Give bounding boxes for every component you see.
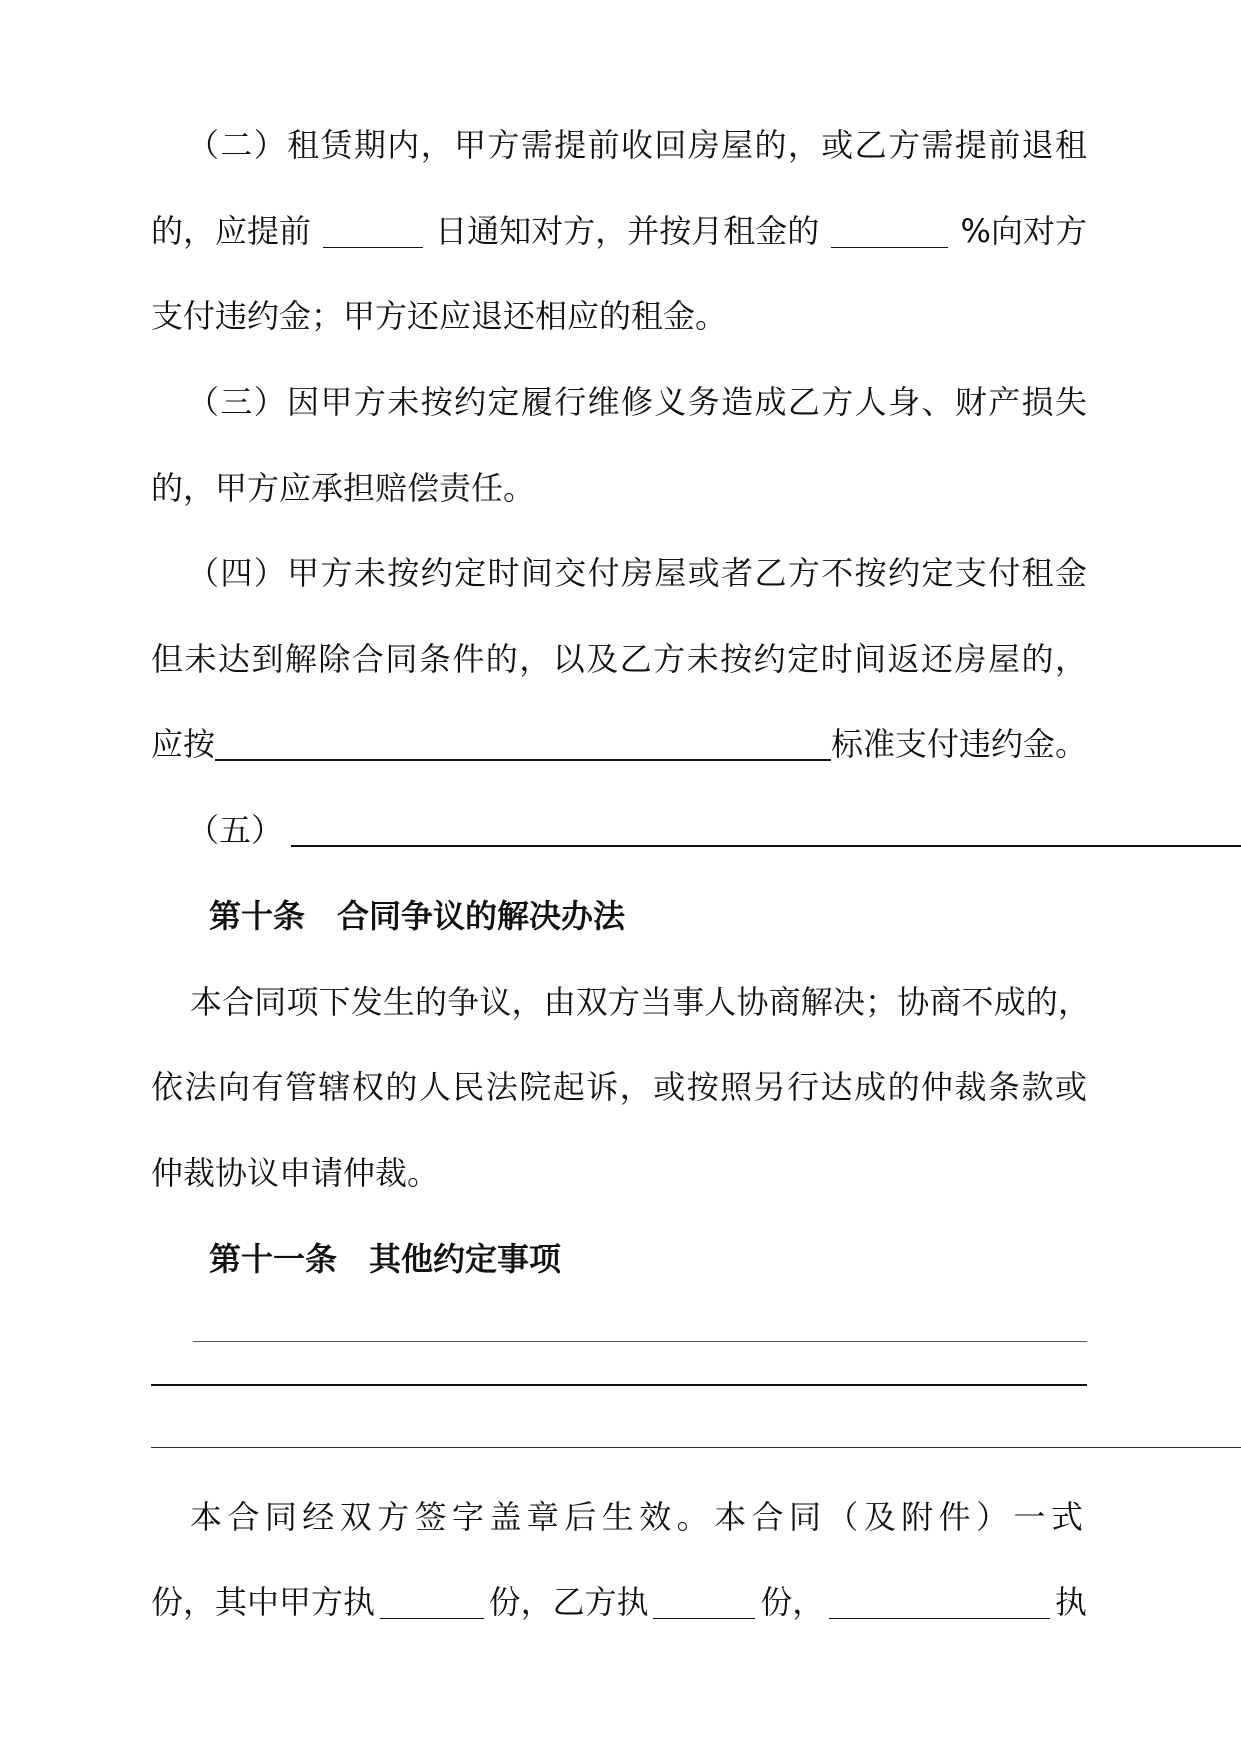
closing-line-2-text-c: 份， [760, 1583, 825, 1621]
clause-4-line-1: （四）甲方未按约定时间交付房屋或者乙方不按约定支付租金 [187, 554, 1087, 592]
clause-4-line-3 [151, 722, 1087, 766]
clause-2-line-2-text-b: 日通知对方，并按月租金的 [435, 212, 820, 250]
article-10-heading: 第十条 合同争议的解决办法 [209, 897, 626, 935]
clause-4-line-2: 但未达到解除合同条件的，以及乙方未按约定时间返还房屋的， [151, 640, 1087, 678]
article-11-heading: 第十一条 其他约定事项 [209, 1240, 562, 1278]
article-10-line-1: 本合同项下发生的争议，由双方当事人协商解决；协商不成的， [190, 983, 1090, 1021]
closing-line-2-text-b: 份，乙方执 [488, 1583, 649, 1621]
other-terms-blank-line-3 [151, 1447, 1241, 1448]
party-a-copies-blank [380, 1580, 484, 1619]
closing-line-2-text-d: 执 [1054, 1583, 1087, 1621]
clause-3-line-2: 的，甲方应承担赔偿责任。 [151, 469, 536, 507]
article-10-line-3: 仲裁协议申请仲裁。 [151, 1154, 440, 1192]
notice-days-blank [323, 209, 423, 248]
clause-4-line-3-text-b: 标准支付违约金。 [830, 725, 1087, 763]
clause-2-line-2-text-c: %向对方 [960, 212, 1087, 250]
clause-5-line [187, 808, 1241, 852]
penalty-percent-blank [831, 209, 948, 248]
clause-2-line-1: （二）租赁期内，甲方需提前收回房屋的，或乙方需提前退租 [187, 126, 1087, 164]
closing-line-2-text-a: 份，其中甲方执 [151, 1583, 376, 1621]
clause-2-line-2 [151, 209, 1087, 253]
clause-3-line-1: （三）因甲方未按约定履行维修义务造成乙方人身、财产损失 [187, 383, 1087, 421]
clause-2-line-2-text-a: 的，应提前 [151, 212, 312, 250]
article-10-line-2: 依法向有管辖权的人民法院起诉，或按照另行达成的仲裁条款或 [151, 1068, 1087, 1106]
clause-2-line-3: 支付违约金；甲方还应退还相应的租金。 [151, 297, 728, 335]
clause-5-blank [291, 808, 1241, 847]
third-holder-blank [829, 1580, 1050, 1619]
clause-5-label: （五） [187, 811, 284, 849]
party-b-copies-blank [653, 1580, 755, 1619]
other-terms-blank-line-2 [151, 1384, 1087, 1386]
penalty-standard-blank [215, 722, 831, 761]
closing-line-2 [151, 1580, 1087, 1624]
closing-line-1: 本合同经双方签字盖章后生效。本合同（及附件）一式 [190, 1498, 1087, 1536]
clause-4-line-3-text-a: 应按 [151, 725, 216, 763]
other-terms-blank-line-1 [193, 1341, 1087, 1342]
